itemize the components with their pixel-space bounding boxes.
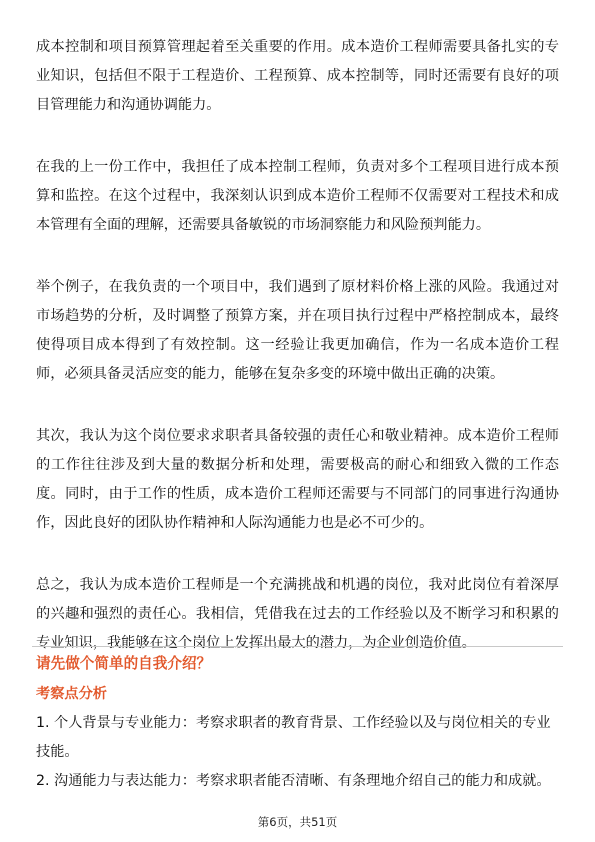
analysis-points — [36, 709, 559, 796]
answer-paragraph-3: 举个例子，在我负责的一个项目中，我们遇到了原材料价格上涨的风险。我通过对市场趋势的分析，及时调整了预算方案，并在项目执行过程中严格控制成本，最终使得项目成本得到了有效控制。这一经验让我更加确信，作为一名成本造价工程师，必须具备灵活应变的能力，能够在复杂多变的环境中做出正确的决策。 — [36, 279, 559, 382]
answer-paragraph-2: 在我的上一份工作中，我担任了成本控制工程师，负责对多个工程项目进行成本预算和监控。在这个过程中，我深刻认识到成本造价工程师不仅需要对工程技术和成本管理有全面的理解，还需要具备敏锐的市场洞察能力和风险预判能力。 — [36, 159, 559, 233]
analysis-point-1: 1. 个人背景与专业能力：考察求职者的教育背景、工作经验以及与岗位相关的专业技能。 — [36, 715, 551, 760]
answer-paragraph-4: 其次，我认为这个岗位要求求职者具备较强的责任心和敬业精神。成本造价工程师的工作往往涉及到大量的数据分析和处理，需要极高的耐心和细致入微的工作态度。同时，由于工作的性质，成本造价工程师还需要与不同部门的同事进行沟通协作，因此良好的团队协作精神和人际沟通能力也是必不可少的。 — [36, 428, 559, 531]
analysis-point-2: 2. 沟通能力与表达能力：考察求职者能否清晰、有条理地介绍自己的能力和成就。 — [36, 773, 551, 789]
analysis-heading: 考察点分析 — [36, 686, 107, 702]
page-number: 第6页，共51页 — [257, 815, 338, 829]
interview-question: 请先做个简单的自我介绍？ — [36, 655, 212, 672]
section-divider — [32, 646, 563, 647]
answer-body — [36, 33, 559, 658]
answer-paragraph-1: 成本控制和项目预算管理起着至关重要的作用。成本造价工程师需要具备扎实的专业知识，包括但不限于工程造价、工程预算、成本控制等，同时还需要有良好的项目管理能力和沟通协调能力。 — [36, 39, 559, 113]
answer-paragraph-5: 总之，我认为成本造价工程师是一个充满挑战和机遇的岗位，我对此岗位有着深厚的兴趣和强烈的责任心。我相信，凭借我在过去的工作经验以及不断学习和积累的专业知识，我能够在这个岗位上发挥出最大的潜力，为企业创造价值。 — [36, 577, 559, 651]
